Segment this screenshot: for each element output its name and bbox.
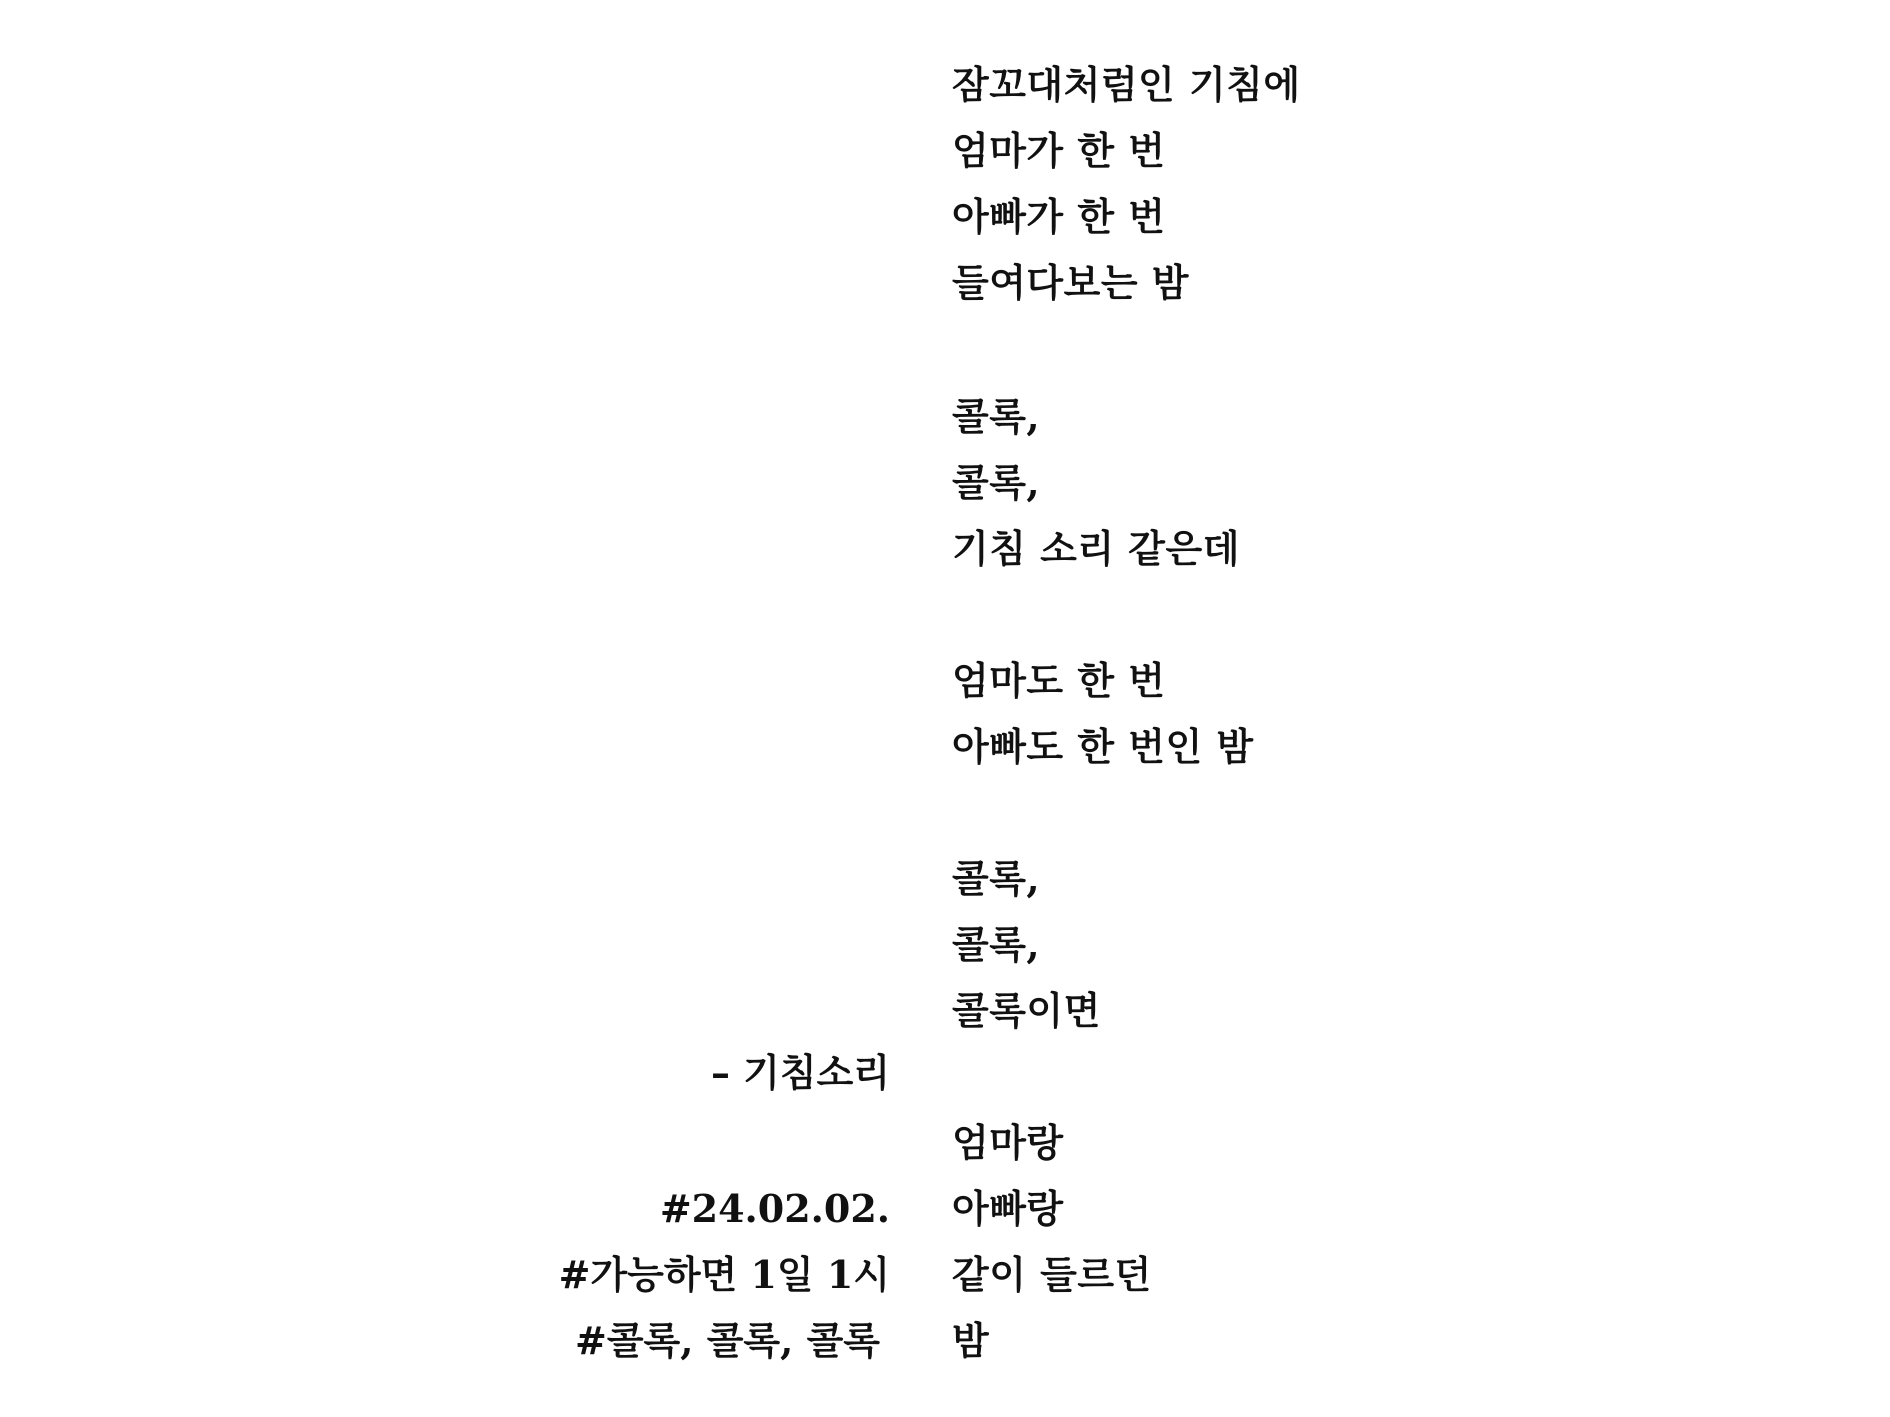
poem-line: 들여다보는 밤 (952, 260, 1189, 305)
poem-title: – 기침소리 (710, 1050, 890, 1095)
hashtag-cough: #콜록, 콜록, 콜록 (574, 1318, 880, 1363)
poem-line: 콜록이면 (952, 988, 1101, 1033)
hashtag-date: #24.02.02. (659, 1186, 890, 1231)
poem-line: 잠꼬대처럼인 기침에 (952, 62, 1301, 107)
poem-line: 같이 들르던 (952, 1252, 1152, 1297)
poem-line: 기침 소리 같은데 (952, 526, 1240, 571)
poem-line: 콜록, (952, 394, 1041, 439)
hashtag-schedule: #가능하면 1일 1시 (558, 1252, 890, 1297)
poem-line: 엄마가 한 번 (952, 128, 1166, 173)
poem-line: 엄마도 한 번 (952, 658, 1166, 703)
poem-line: 아빠도 한 번인 밤 (952, 724, 1254, 769)
poem-line: 콜록, (952, 460, 1041, 505)
poem-line: 아빠가 한 번 (952, 194, 1166, 239)
poem-line: 아빠랑 (952, 1186, 1064, 1231)
poem-line: 콜록, (952, 856, 1041, 901)
poem-line: 콜록, (952, 922, 1041, 967)
poem-line: 밤 (952, 1318, 990, 1363)
poem-line: 엄마랑 (952, 1120, 1064, 1165)
